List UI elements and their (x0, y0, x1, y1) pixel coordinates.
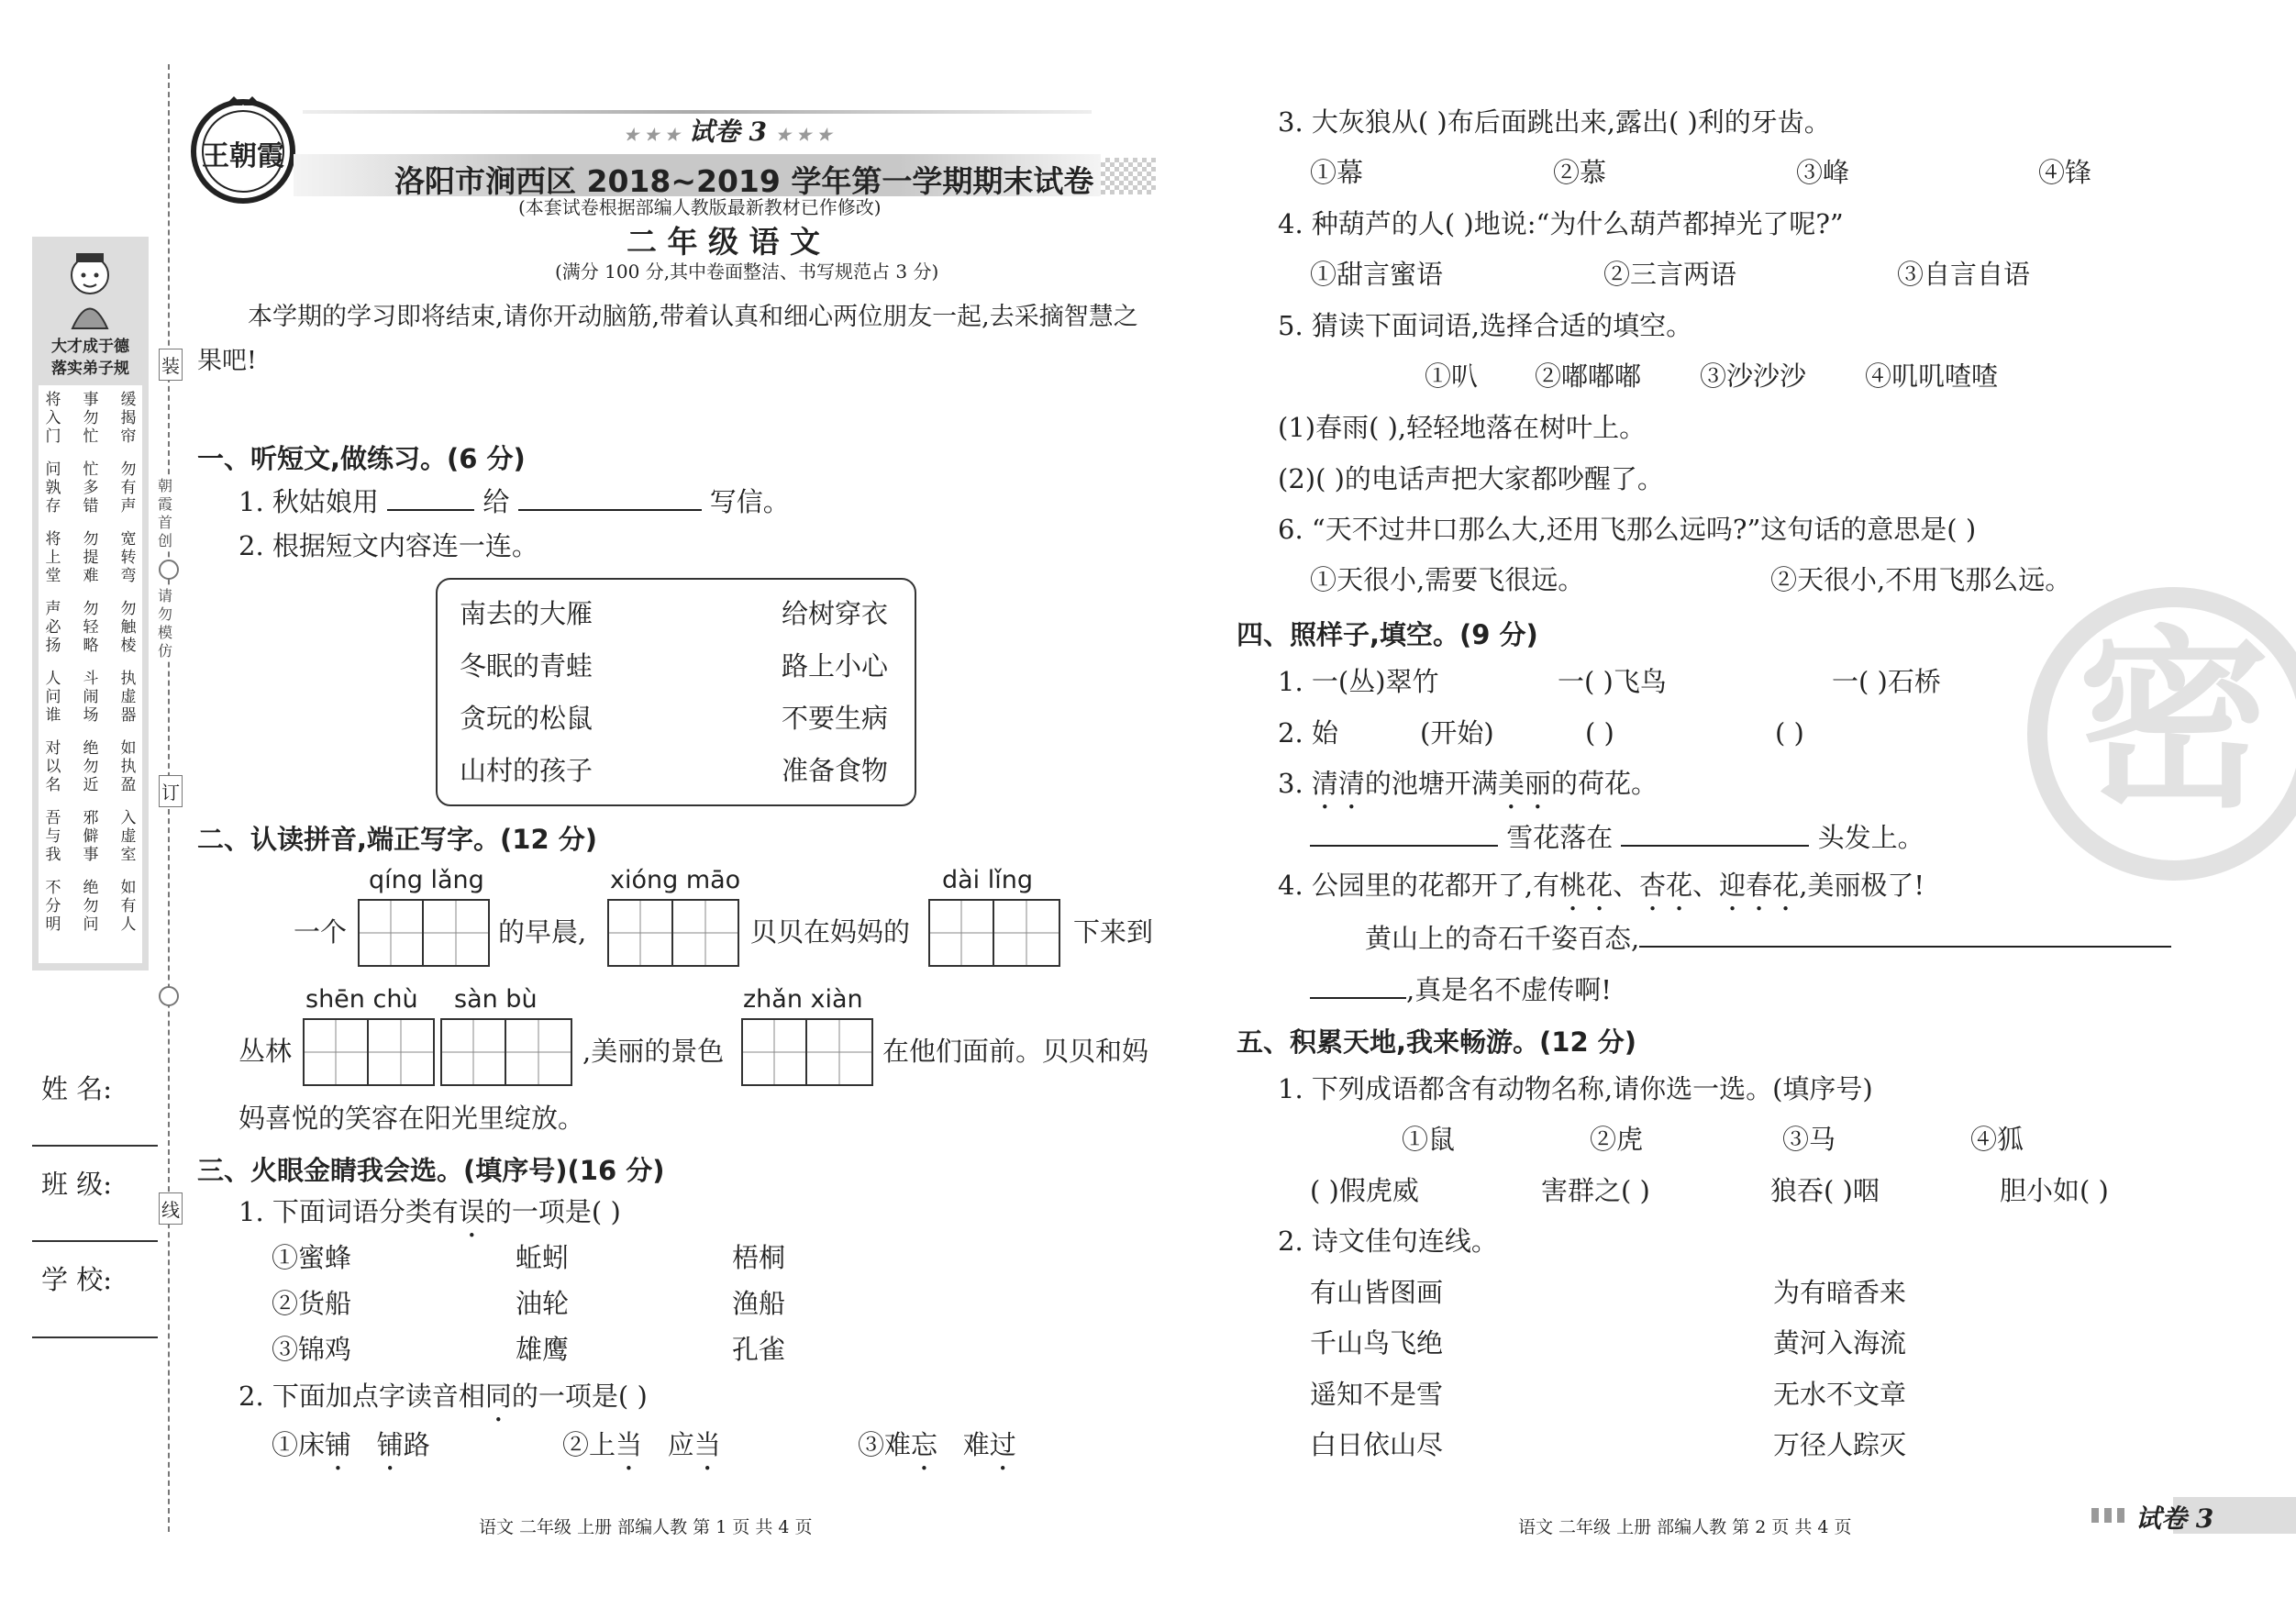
pinyin: shēn chù (305, 985, 418, 1014)
answer-blank[interactable] (1639, 920, 2171, 948)
series-tag: ★ ★ ★ 试卷 3 ★ ★ ★ (624, 116, 832, 147)
motto-column: 如执盈 (120, 739, 137, 794)
s5-q1-item: 害群之( ) (1541, 1175, 1650, 1206)
s3-q3-option: ③峰 (1796, 157, 1850, 188)
s4-q1-item: 一( )石桥 (1832, 666, 1941, 697)
answer-blank[interactable] (1621, 819, 1809, 847)
answer-blank[interactable] (387, 483, 474, 511)
motto-group (44, 530, 138, 585)
poem-right: 万径人踪灭 (1773, 1429, 1907, 1460)
s3-q4-option: ②三言两语 (1603, 259, 1737, 290)
motto-line: 大才成于德 (51, 338, 129, 356)
s3-q5-option: ②嘟嘟嘟 (1535, 360, 1642, 392)
motto-column: 入虚室 (120, 809, 137, 864)
s3-q2-option: ③难忘 难过 (858, 1429, 1016, 1460)
binding-note-2: 请 勿 模 仿 (158, 587, 176, 660)
motto-column: 邪僻事 (83, 809, 99, 864)
tag-label: 试卷 3 (2135, 1503, 2214, 1534)
s3-q5-option: ③沙沙沙 (1700, 360, 1807, 392)
matching-box (436, 578, 916, 806)
motto-column: 勿有声 (120, 460, 137, 516)
s3-q1-option: ②货船 (272, 1288, 352, 1319)
binding-char-xian: 线 (159, 1192, 183, 1225)
s4-q2-item: 2. 始 (1278, 717, 1338, 749)
footer-right: 语文 二年级 上册 部编人教 第 2 页 共 4 页 (1518, 1517, 1852, 1537)
s4-q4: 4. 公园里的花都开了,有桃花、杏花、迎春花,美丽极了! (1278, 870, 1925, 901)
s4-q3-fill: 雪花落在 头发上。 (1310, 819, 1924, 854)
match-right: 路上小心 (782, 650, 889, 682)
section-4-title: 四、照样子,填空。(9 分) (1237, 619, 1538, 650)
writing-grid[interactable] (303, 1018, 435, 1086)
s4-q2-item: ( ) (1585, 717, 1614, 749)
s2-text: 丛林 (238, 1036, 293, 1067)
answer-blank[interactable] (1310, 819, 1498, 847)
brand-name: 王朝霞 (202, 140, 284, 172)
motto-group (44, 879, 138, 934)
writing-grid[interactable] (358, 899, 490, 967)
motto-column: 声必扬 (45, 600, 61, 655)
motto-column: 宽转弯 (120, 530, 137, 585)
class-label: 班 级: (41, 1169, 112, 1200)
s1-q2: 2. 根据短文内容连一连。 (238, 530, 538, 561)
section-2-title: 二、认读拼音,端正写字。(12 分) (197, 824, 597, 855)
motto-column: 对以名 (45, 739, 61, 794)
s3-q3-option: ②慕 (1553, 157, 1607, 188)
poem-left: 千山鸟飞绝 (1310, 1327, 1444, 1359)
poem-right: 无水不文章 (1773, 1379, 1907, 1410)
poem-right: 黄河入海流 (1773, 1327, 1907, 1359)
motto-body (39, 385, 142, 963)
subject-title: 二 年 级 语 文 (627, 224, 820, 260)
s3-q1-option: 蚯蚓 (516, 1242, 570, 1273)
motto-group (44, 670, 138, 725)
s5-q1-item: 狼吞( )咽 (1770, 1175, 1880, 1206)
s5-q2: 2. 诗文佳句连线。 (1278, 1225, 1498, 1257)
s5-q1-option: ④狐 (1970, 1124, 2024, 1155)
motto-column: 勿轻略 (83, 600, 99, 655)
school-field[interactable] (32, 1336, 158, 1338)
s2-text: 下来到 (1073, 916, 1154, 948)
match-right: 给树穿衣 (782, 598, 889, 629)
footer-left: 语文 二年级 上册 部编人教 第 1 页 共 4 页 (479, 1517, 813, 1537)
s5-q1-item: ( )假虎威 (1310, 1175, 1419, 1206)
s3-q1-option: 梧桐 (732, 1242, 786, 1273)
scholar-illustration (60, 248, 120, 330)
s3-q5-option: ①叭 (1425, 360, 1479, 392)
s3-q5-option: ④叽叽喳喳 (1865, 360, 1999, 392)
s5-q1-option: ③马 (1782, 1124, 1836, 1155)
s4-q1-item: 1. 一(丛)翠竹 (1278, 666, 1439, 697)
s5-q1-option: ①鼠 (1402, 1124, 1456, 1155)
motto-column: 斗闹场 (83, 670, 99, 725)
s3-q2: 2. 下面加点字读音相同的一项是( ) (238, 1381, 648, 1412)
motto-column: 执虚器 (120, 670, 137, 725)
title-checker (1101, 158, 1156, 194)
writing-grid[interactable] (741, 1018, 873, 1086)
s2-text: 妈喜悦的笑容在阳光里绽放。 (238, 1103, 585, 1134)
motto-column: 如有人 (120, 879, 137, 934)
s3-q4: 4. 种葫芦的人( )地说:“为什么葫芦都掉光了呢?” (1278, 208, 1844, 239)
section-3-title: 三、火眼金睛我会选。(填序号)(16 分) (197, 1155, 665, 1186)
s3-q1-option: 雄鹰 (516, 1334, 570, 1365)
s3-q3-option: ①幕 (1310, 157, 1364, 188)
s3-q2-option: ①床铺 铺路 (272, 1429, 430, 1460)
s4-q2-item: (开始) (1420, 717, 1494, 749)
motto-group (44, 391, 138, 446)
s5-q1: 1. 下列成语都含有动物名称,请你选一选。(填序号) (1278, 1073, 1873, 1104)
motto-column: 绝勿问 (83, 879, 99, 934)
answer-blank[interactable] (518, 483, 702, 511)
match-left: 冬眠的青蛙 (460, 650, 593, 682)
s4-q4-fill-b: ,真是名不虚传啊! (1310, 971, 1612, 1006)
brand-logo (188, 96, 298, 206)
s3-q4-option: ①甜言蜜语 (1310, 259, 1444, 290)
writing-grid[interactable] (440, 1018, 572, 1086)
writing-grid[interactable] (928, 899, 1060, 967)
binding-char-zhuang: 装 (159, 349, 183, 381)
pinyin: xióng māo (610, 866, 741, 894)
s4-q3: 3. 清清的池塘开满美丽的荷花。 (1278, 768, 1658, 799)
match-left: 贪玩的松鼠 (460, 703, 593, 734)
s2-text: ,美丽的景色 (582, 1036, 725, 1067)
motto-group (44, 460, 138, 516)
binding-dot (159, 986, 179, 1006)
match-left: 南去的大雁 (460, 598, 593, 629)
page-title: 洛阳市涧西区 2018~2019 学年第一学期期末试卷 (394, 163, 1094, 199)
pinyin: qíng lǎng (369, 866, 484, 894)
section-5-title: 五、积累天地,我来畅游。(12 分) (1237, 1026, 1636, 1058)
intro-line-2: 果吧! (197, 347, 257, 375)
motto-column: 将上堂 (45, 530, 61, 585)
section-1-title: 一、听短文,做练习。(6 分) (197, 443, 526, 474)
motto-column: 问孰存 (45, 460, 61, 516)
motto-group (44, 600, 138, 655)
match-right: 准备食物 (782, 755, 889, 786)
name-field[interactable] (32, 1145, 158, 1147)
class-field[interactable] (32, 1240, 158, 1242)
s2-text: 在他们面前。贝贝和妈 (882, 1036, 1149, 1067)
motto-panel (32, 237, 149, 970)
answer-blank[interactable] (1310, 971, 1406, 999)
binding-dot (159, 560, 179, 580)
poem-left: 白日依山尽 (1310, 1429, 1444, 1460)
pinyin: sàn bù (454, 985, 538, 1014)
s3-q5: 5. 猜读下面词语,选择合适的填空。 (1278, 310, 1693, 341)
writing-grid[interactable] (607, 899, 739, 967)
match-right: 不要生病 (782, 703, 889, 734)
intro-line-1: 本学期的学习即将结束,请你开动脑筋,带着认真和细心两位朋友一起,去采摘智慧之 (248, 303, 1138, 331)
s5-q1-option: ②虎 (1590, 1124, 1644, 1155)
s3-q1: 1. 下面词语分类有误的一项是( ) (238, 1196, 621, 1227)
stamp-char: 密 (2077, 609, 2270, 834)
s3-q6-option: ②天很小,不用飞那么远。 (1770, 564, 2072, 595)
s3-q1-option: 渔船 (732, 1288, 786, 1319)
s3-q6: 6. “天不过井口那么大,还用飞那么远吗?”这句话的意思是( ) (1278, 514, 1977, 545)
poem-left: 遥知不是雪 (1310, 1379, 1444, 1410)
motto-line: 落实弟子规 (51, 360, 129, 378)
motto-column: 人问谁 (45, 670, 61, 725)
s4-q2-item: ( ) (1775, 717, 1804, 749)
s3-q6-option: ①天很小,需要飞很远。 (1310, 564, 1585, 595)
poem-right: 为有暗香来 (1773, 1277, 1907, 1308)
motto-column: 事勿忙 (83, 391, 99, 446)
s2-text: 的早晨, (498, 916, 587, 948)
s5-q1-item: 胆小如( ) (2000, 1175, 2109, 1206)
motto-column: 缓揭帘 (120, 391, 137, 446)
s3-q1-option: ①蜜蜂 (272, 1242, 352, 1273)
motto-column: 吾与我 (45, 809, 61, 864)
motto-column: 忙多错 (83, 460, 99, 516)
pinyin: zhǎn xiàn (743, 985, 863, 1014)
binding-char-ding: 订 (159, 775, 183, 807)
s2-text: 贝贝在妈妈的 (750, 916, 911, 948)
s3-q5-b: (2)( )的电话声把大家都吵醒了。 (1278, 463, 1664, 494)
binding-note: 朝 霞 首 创 (158, 477, 176, 550)
footer-tag (2091, 1497, 2296, 1534)
s4-q4-fill-a: 黄山上的奇石千姿百态, (1365, 920, 2171, 955)
edition-note: (本套试卷根据部编人教版最新教材已作修改) (518, 196, 882, 218)
motto-column: 勿提难 (83, 530, 99, 585)
tag-squares (2091, 1508, 2128, 1523)
match-left: 山村的孩子 (460, 755, 593, 786)
s3-q3-option: ④锋 (2038, 157, 2092, 188)
s3-q1-option: 孔雀 (732, 1334, 786, 1365)
s3-q1-option: ③锦鸡 (272, 1334, 352, 1365)
s1-q1: 1. 秋姑娘用 给 写信。 (238, 483, 790, 518)
s3-q2-option: ②上当 应当 (562, 1429, 721, 1460)
pinyin: dài lǐng (942, 866, 1034, 894)
s3-q5-a: (1)春雨( ),轻轻地落在树叶上。 (1278, 412, 1647, 443)
motto-group (44, 809, 138, 864)
motto-column: 绝勿近 (83, 739, 99, 794)
s3-q1-option: 油轮 (516, 1288, 570, 1319)
confidential-stamp (2027, 587, 2296, 881)
series-label: 试卷 3 (688, 116, 767, 147)
s3-q4-option: ③自言自语 (1897, 259, 2031, 290)
motto-column: 将入门 (45, 391, 61, 446)
motto-column: 勿触棱 (120, 600, 137, 655)
motto-column: 不分明 (45, 879, 61, 934)
s4-q1-item: 一( )飞鸟 (1558, 666, 1667, 697)
name-label: 姓 名: (41, 1073, 112, 1104)
motto-group (44, 739, 138, 794)
s3-q3: 3. 大灰狼从( )布后面跳出来,露出( )利的牙齿。 (1278, 106, 1831, 138)
poem-left: 有山皆图画 (1310, 1277, 1444, 1308)
s2-text: 一个 (294, 916, 348, 948)
score-note: (满分 100 分,其中卷面整洁、书写规范占 3 分) (555, 261, 939, 283)
school-label: 学 校: (41, 1264, 112, 1295)
